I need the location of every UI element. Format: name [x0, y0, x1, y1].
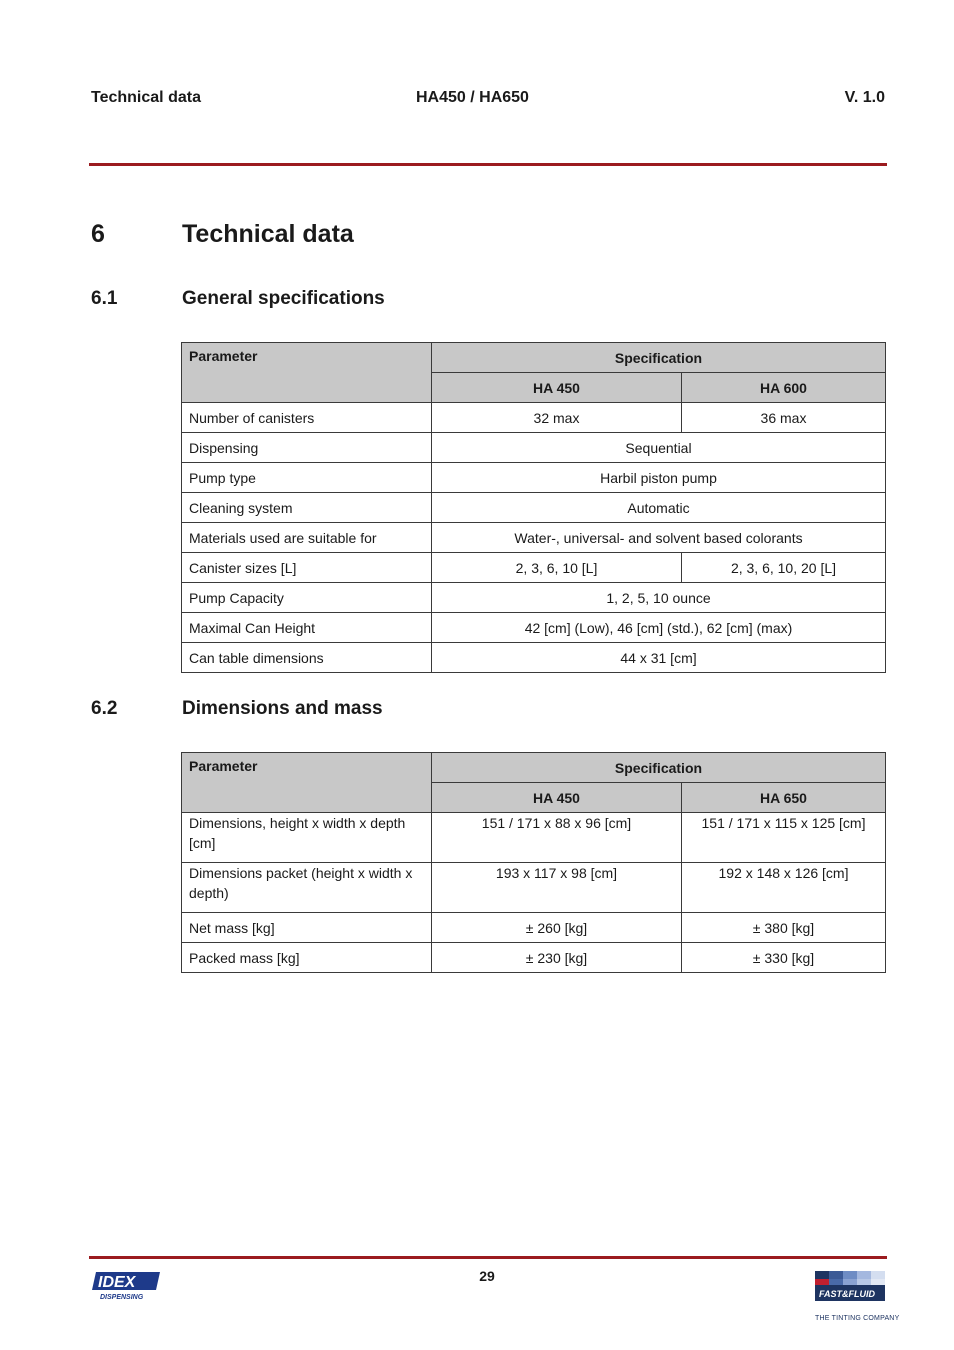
- section-number: 6.2: [91, 698, 118, 719]
- dimensions-mass-table: [181, 752, 886, 973]
- table-row: [182, 493, 886, 523]
- row-value-model-1: ± 230 [kg]: [432, 943, 682, 973]
- row-value-model-2: 36 max: [682, 403, 886, 433]
- row-value-model-2: 192 x 148 x 126 [cm]: [682, 863, 886, 913]
- table-header-specification: Specification: [432, 753, 886, 783]
- table-row: [182, 943, 886, 973]
- row-parameter: Pump type: [182, 463, 432, 493]
- row-value-model-2: ± 330 [kg]: [682, 943, 886, 973]
- row-value-model-1: ± 260 [kg]: [432, 913, 682, 943]
- row-parameter: Dispensing: [182, 433, 432, 463]
- chapter-number: 6: [91, 220, 105, 248]
- row-value-model-2: ± 380 [kg]: [682, 913, 886, 943]
- table-row: [182, 523, 886, 553]
- footer-divider: [89, 1256, 887, 1259]
- table-row: [182, 813, 886, 863]
- section-number: 6.1: [91, 288, 118, 309]
- idex-logo-text: IDEX: [98, 1274, 136, 1291]
- table-header-specification: Specification: [432, 343, 886, 373]
- table-row: [182, 583, 886, 613]
- table-header-model-1: HA 450: [432, 783, 682, 813]
- row-value: Harbil piston pump: [432, 463, 886, 493]
- table-row: [182, 613, 886, 643]
- row-value-model-1: 2, 3, 6, 10 [L]: [432, 553, 682, 583]
- row-value: 42 [cm] (Low), 46 [cm] (std.), 62 [cm] (max): [432, 613, 886, 643]
- running-header-section: Technical data: [91, 89, 201, 106]
- table-header-parameter: Parameter: [182, 753, 432, 813]
- running-header-version: V. 1.0: [844, 89, 885, 106]
- row-parameter: Cleaning system: [182, 493, 432, 523]
- general-specifications-table: [181, 342, 886, 673]
- row-parameter: Number of canisters: [182, 403, 432, 433]
- table-header-parameter: Parameter: [182, 343, 432, 403]
- table-row: [182, 913, 886, 943]
- chapter-title: Technical data: [182, 220, 354, 248]
- table-row: [182, 643, 886, 673]
- row-value-model-2: 151 / 171 x 115 x 125 [cm]: [682, 813, 886, 863]
- row-value-model-2: 2, 3, 6, 10, 20 [L]: [682, 553, 886, 583]
- idex-logo-subtext: DISPENSING: [100, 1294, 144, 1301]
- row-parameter: Net mass [kg]: [182, 913, 432, 943]
- row-parameter: Dimensions, height x width x depth [cm]: [182, 813, 432, 863]
- row-parameter: Pump Capacity: [182, 583, 432, 613]
- row-parameter: Materials used are suitable for: [182, 523, 432, 553]
- row-parameter: Dimensions packet (height x width x depth): [182, 863, 432, 913]
- row-parameter: Can table dimensions: [182, 643, 432, 673]
- row-parameter: Packed mass [kg]: [182, 943, 432, 973]
- table-header-model-2: HA 650: [682, 783, 886, 813]
- row-value-model-1: 193 x 117 x 98 [cm]: [432, 863, 682, 913]
- fast-fluid-logo: [815, 1271, 887, 1320]
- idex-dispensing-logo: [90, 1270, 162, 1307]
- ff-logo-text: FAST&FLUID: [819, 1289, 875, 1299]
- row-value: Water-, universal- and solvent based colorants: [432, 523, 886, 553]
- table-header-model-1: HA 450: [432, 373, 682, 403]
- table-row: [182, 863, 886, 913]
- row-value: Automatic: [432, 493, 886, 523]
- section-title: General specifications: [182, 288, 385, 309]
- row-value: 44 x 31 [cm]: [432, 643, 886, 673]
- row-value-model-1: 32 max: [432, 403, 682, 433]
- row-value: 1, 2, 5, 10 ounce: [432, 583, 886, 613]
- row-value-model-1: 151 / 171 x 88 x 96 [cm]: [432, 813, 682, 863]
- page-number: 29: [479, 1268, 495, 1284]
- row-value: Sequential: [432, 433, 886, 463]
- row-parameter: Maximal Can Height: [182, 613, 432, 643]
- ff-tagline: THE TINTING COMPANY: [815, 1315, 900, 1322]
- table-header-model-2: HA 600: [682, 373, 886, 403]
- table-row: [182, 433, 886, 463]
- table-row: [182, 553, 886, 583]
- table-row: [182, 463, 886, 493]
- table-row: [182, 403, 886, 433]
- running-header-model: HA450 / HA650: [416, 89, 529, 106]
- section-title: Dimensions and mass: [182, 698, 383, 719]
- header-divider: [89, 163, 887, 166]
- row-parameter: Canister sizes [L]: [182, 553, 432, 583]
